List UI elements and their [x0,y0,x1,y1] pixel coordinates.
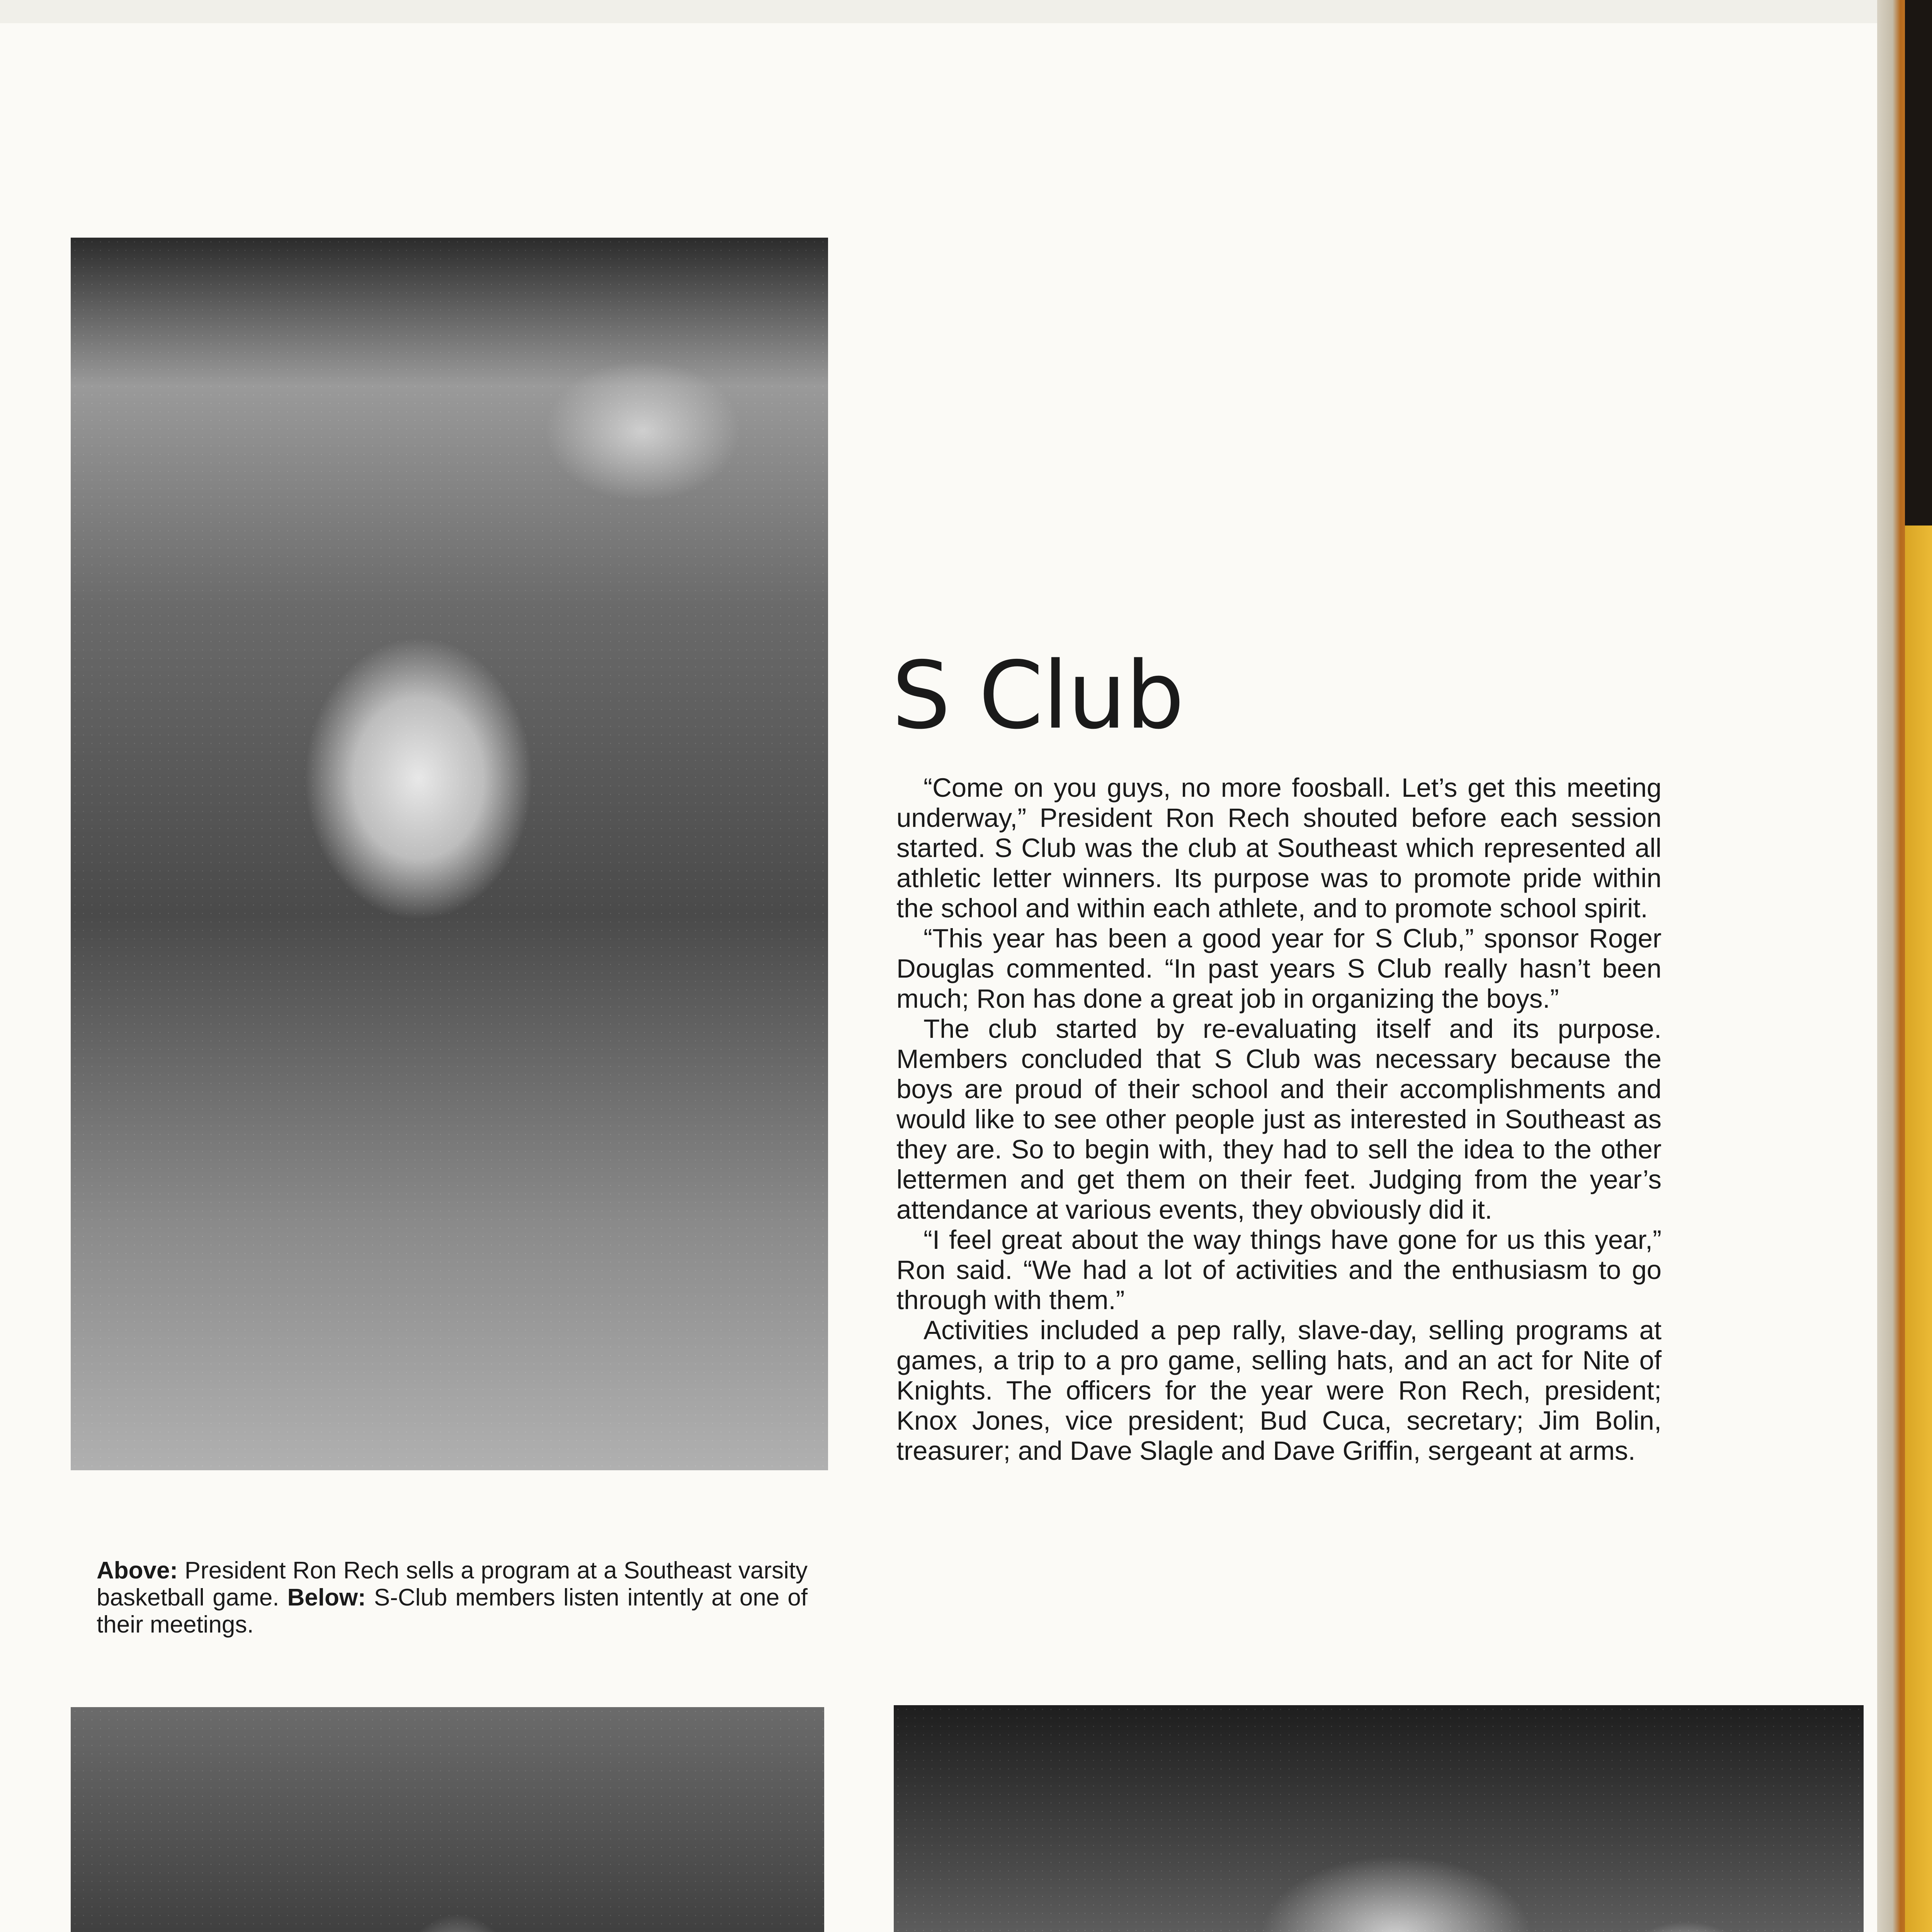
caption-text-below: S-Club members listen intently at one of their meetings. [97,1584,808,1638]
page-top-edge [0,0,1932,23]
caption-text-above: President Ron Rech sells a program at a Southeast varsity basketball game. [97,1557,808,1611]
article-body [896,773,1662,1466]
spine-yellow-band [1905,526,1932,1932]
top-photo-caption [97,1557,808,1638]
spine-dark-band [1905,0,1932,526]
caption-label-above: Above: [97,1557,178,1584]
caption-label-below: Below: [287,1584,366,1611]
page-title: S Club [892,641,1184,750]
crowd-cheering-photo [894,1705,1864,1932]
paragraph: “I feel great about the way things have gone for us this year,” Ron said. “We had a lot of activities and the enthusiasm to go through with them.” [896,1225,1662,1315]
paragraph: “This year has been a good year for S Club,” sponsor Roger Douglas commented. “In past years S Club really hasn’t been much; Ron has done a great job in organizing the boys.” [896,923,1662,1014]
paragraph: “Come on you guys, no more foosball. Let’s get this meeting underway,” President Ron Rech shouted before each session started. S Club was the club at Southeast which represented all athletic letter winners. Its purpose was to promote pride within the school and within each athlete, and to promote school spirit. [896,773,1662,923]
paragraph: Activities included a pep rally, slave-day, selling programs at games, a trip to a pro game, selling hats, and an act for Nite of Knights. The officers for the year were Ron Rech, president; Knox Jones, vice president; Bud Cuca, secretary; Jim Bolin, treasurer; and Dave Slagle and Dave Griffin, sergeant at arms. [896,1315,1662,1466]
paragraph: The club started by re-evaluating itself and its purpose. Members concluded that S Club was necessary because the boys are proud of their school and their accomplishments and would like to see other people just as interested in Southeast as they are. So to begin with, they had to sell the idea to the other lettermen and get them on their feet. Judging from the year’s attendance at various events, they obviously did it. [896,1014,1662,1225]
hallway-program-sale-photo [71,238,828,1470]
meeting-photo [71,1707,824,1932]
